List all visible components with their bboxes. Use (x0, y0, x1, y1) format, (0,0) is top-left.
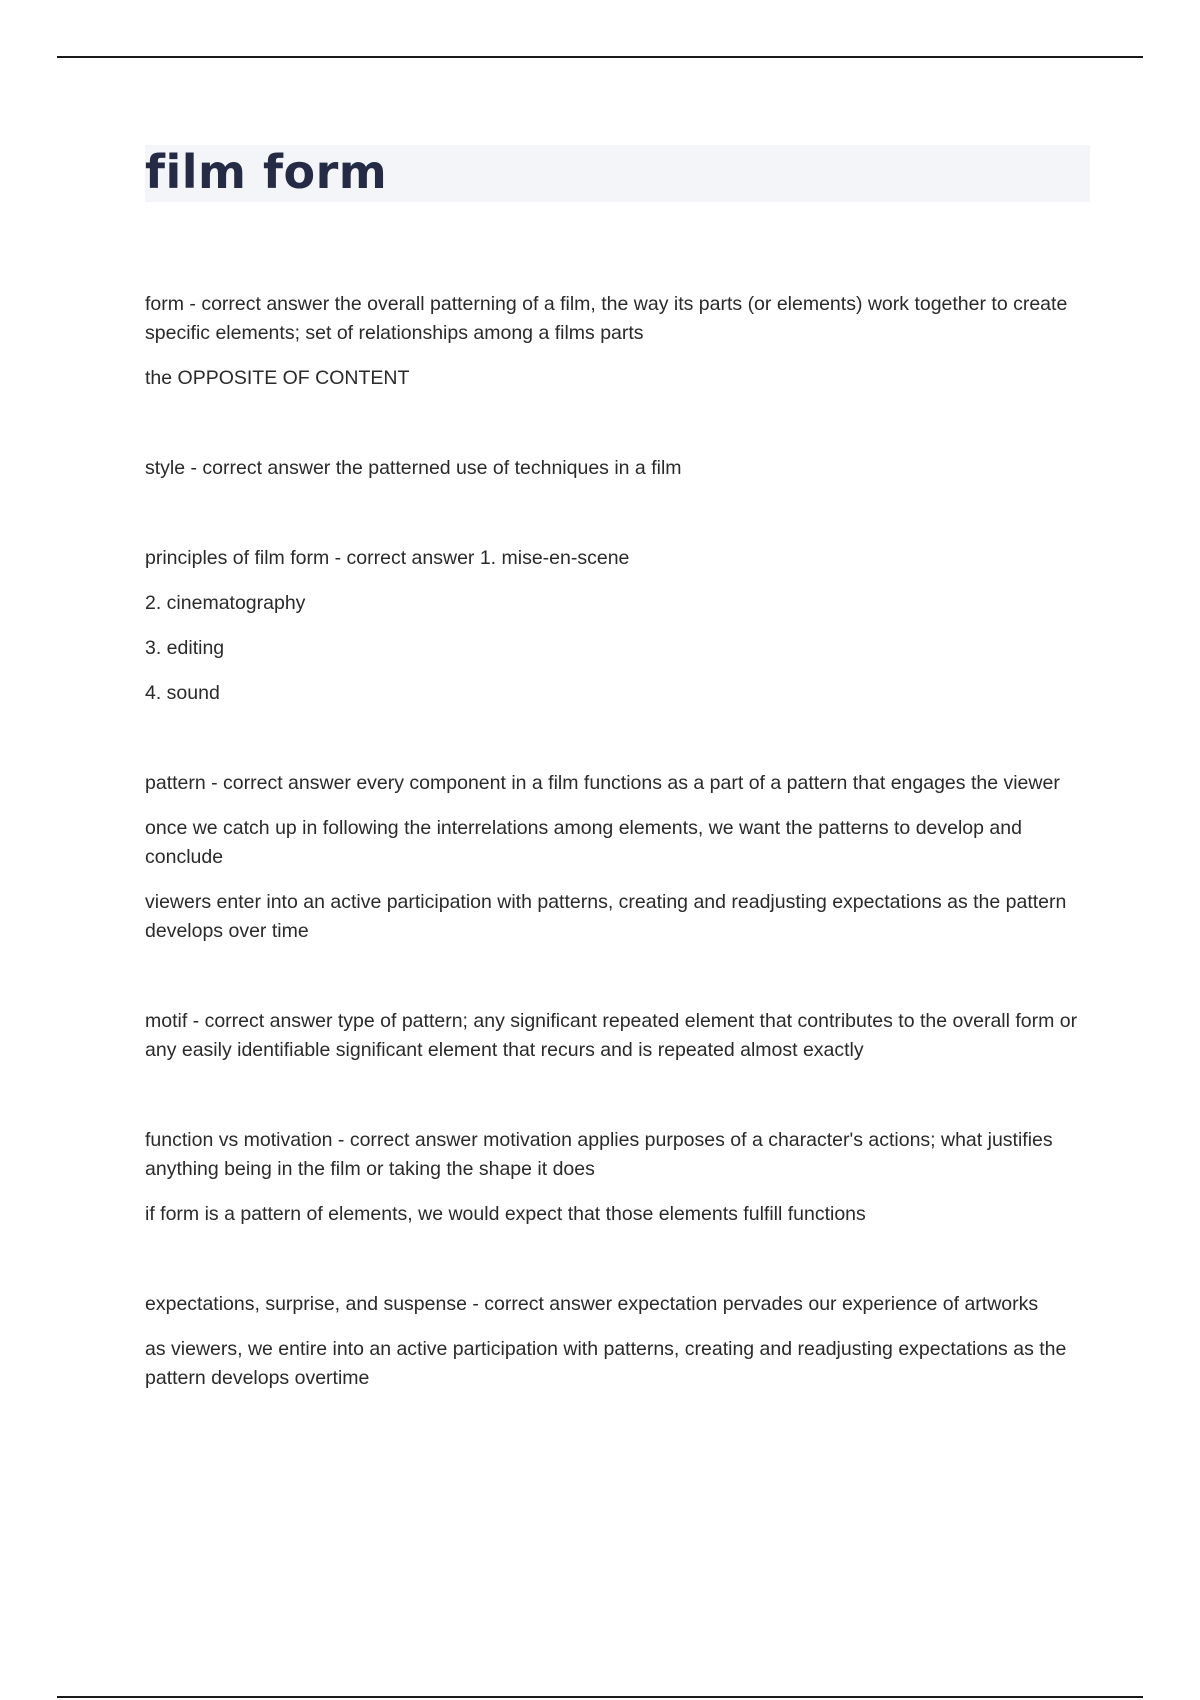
bottom-rule (57, 1696, 1143, 1698)
card-text: principles of film form - correct answer 1. mise-en-scene (145, 547, 630, 569)
card-text: viewers enter into an active participation with patterns, creating and readjusting expectations as the pattern develops over time (145, 891, 1067, 942)
card-text: expectations, surprise, and suspense - correct answer expectation pervades our experience of artworks (145, 1293, 1039, 1315)
top-rule (57, 56, 1143, 58)
card-text: 4. sound (145, 682, 220, 704)
card-text: 3. editing (145, 637, 225, 659)
flashcard-list (145, 290, 1090, 1454)
flashcard-motif (145, 1007, 1090, 1065)
page-title: film form (145, 145, 388, 199)
flashcard-function-vs-motivation (145, 1126, 1090, 1229)
flashcard-expectations (145, 1290, 1090, 1393)
flashcard-principles (145, 544, 1090, 708)
card-text: form - correct answer the overall patterning of a film, the way its parts (or elements) work together to create specific elements; set of relationships among a films parts (145, 293, 1068, 344)
flashcard-style (145, 454, 1090, 483)
card-text: function vs motivation - correct answer motivation applies purposes of a character's actions; what justifies anything being in the film or taking the shape it does (145, 1129, 1053, 1180)
card-text: the OPPOSITE OF CONTENT (145, 367, 410, 389)
card-text: if form is a pattern of elements, we would expect that those elements fulfill functions (145, 1203, 866, 1225)
card-text: pattern - correct answer every component in a film functions as a part of a pattern that engages the viewer (145, 772, 1060, 794)
card-text: once we catch up in following the interrelations among elements, we want the patterns to develop and conclude (145, 817, 1022, 868)
card-text: motif - correct answer type of pattern; any significant repeated element that contributes to the overall form or any easily identifiable significant element that recurs and is repeated almost exactly (145, 1010, 1078, 1061)
card-text: 2. cinematography (145, 592, 306, 614)
flashcard-pattern (145, 769, 1090, 946)
card-text: as viewers, we entire into an active participation with patterns, creating and readjusting expectations as the pattern develops overtime (145, 1338, 1067, 1389)
flashcard-form (145, 290, 1090, 393)
card-text: style - correct answer the patterned use of techniques in a film (145, 457, 682, 479)
